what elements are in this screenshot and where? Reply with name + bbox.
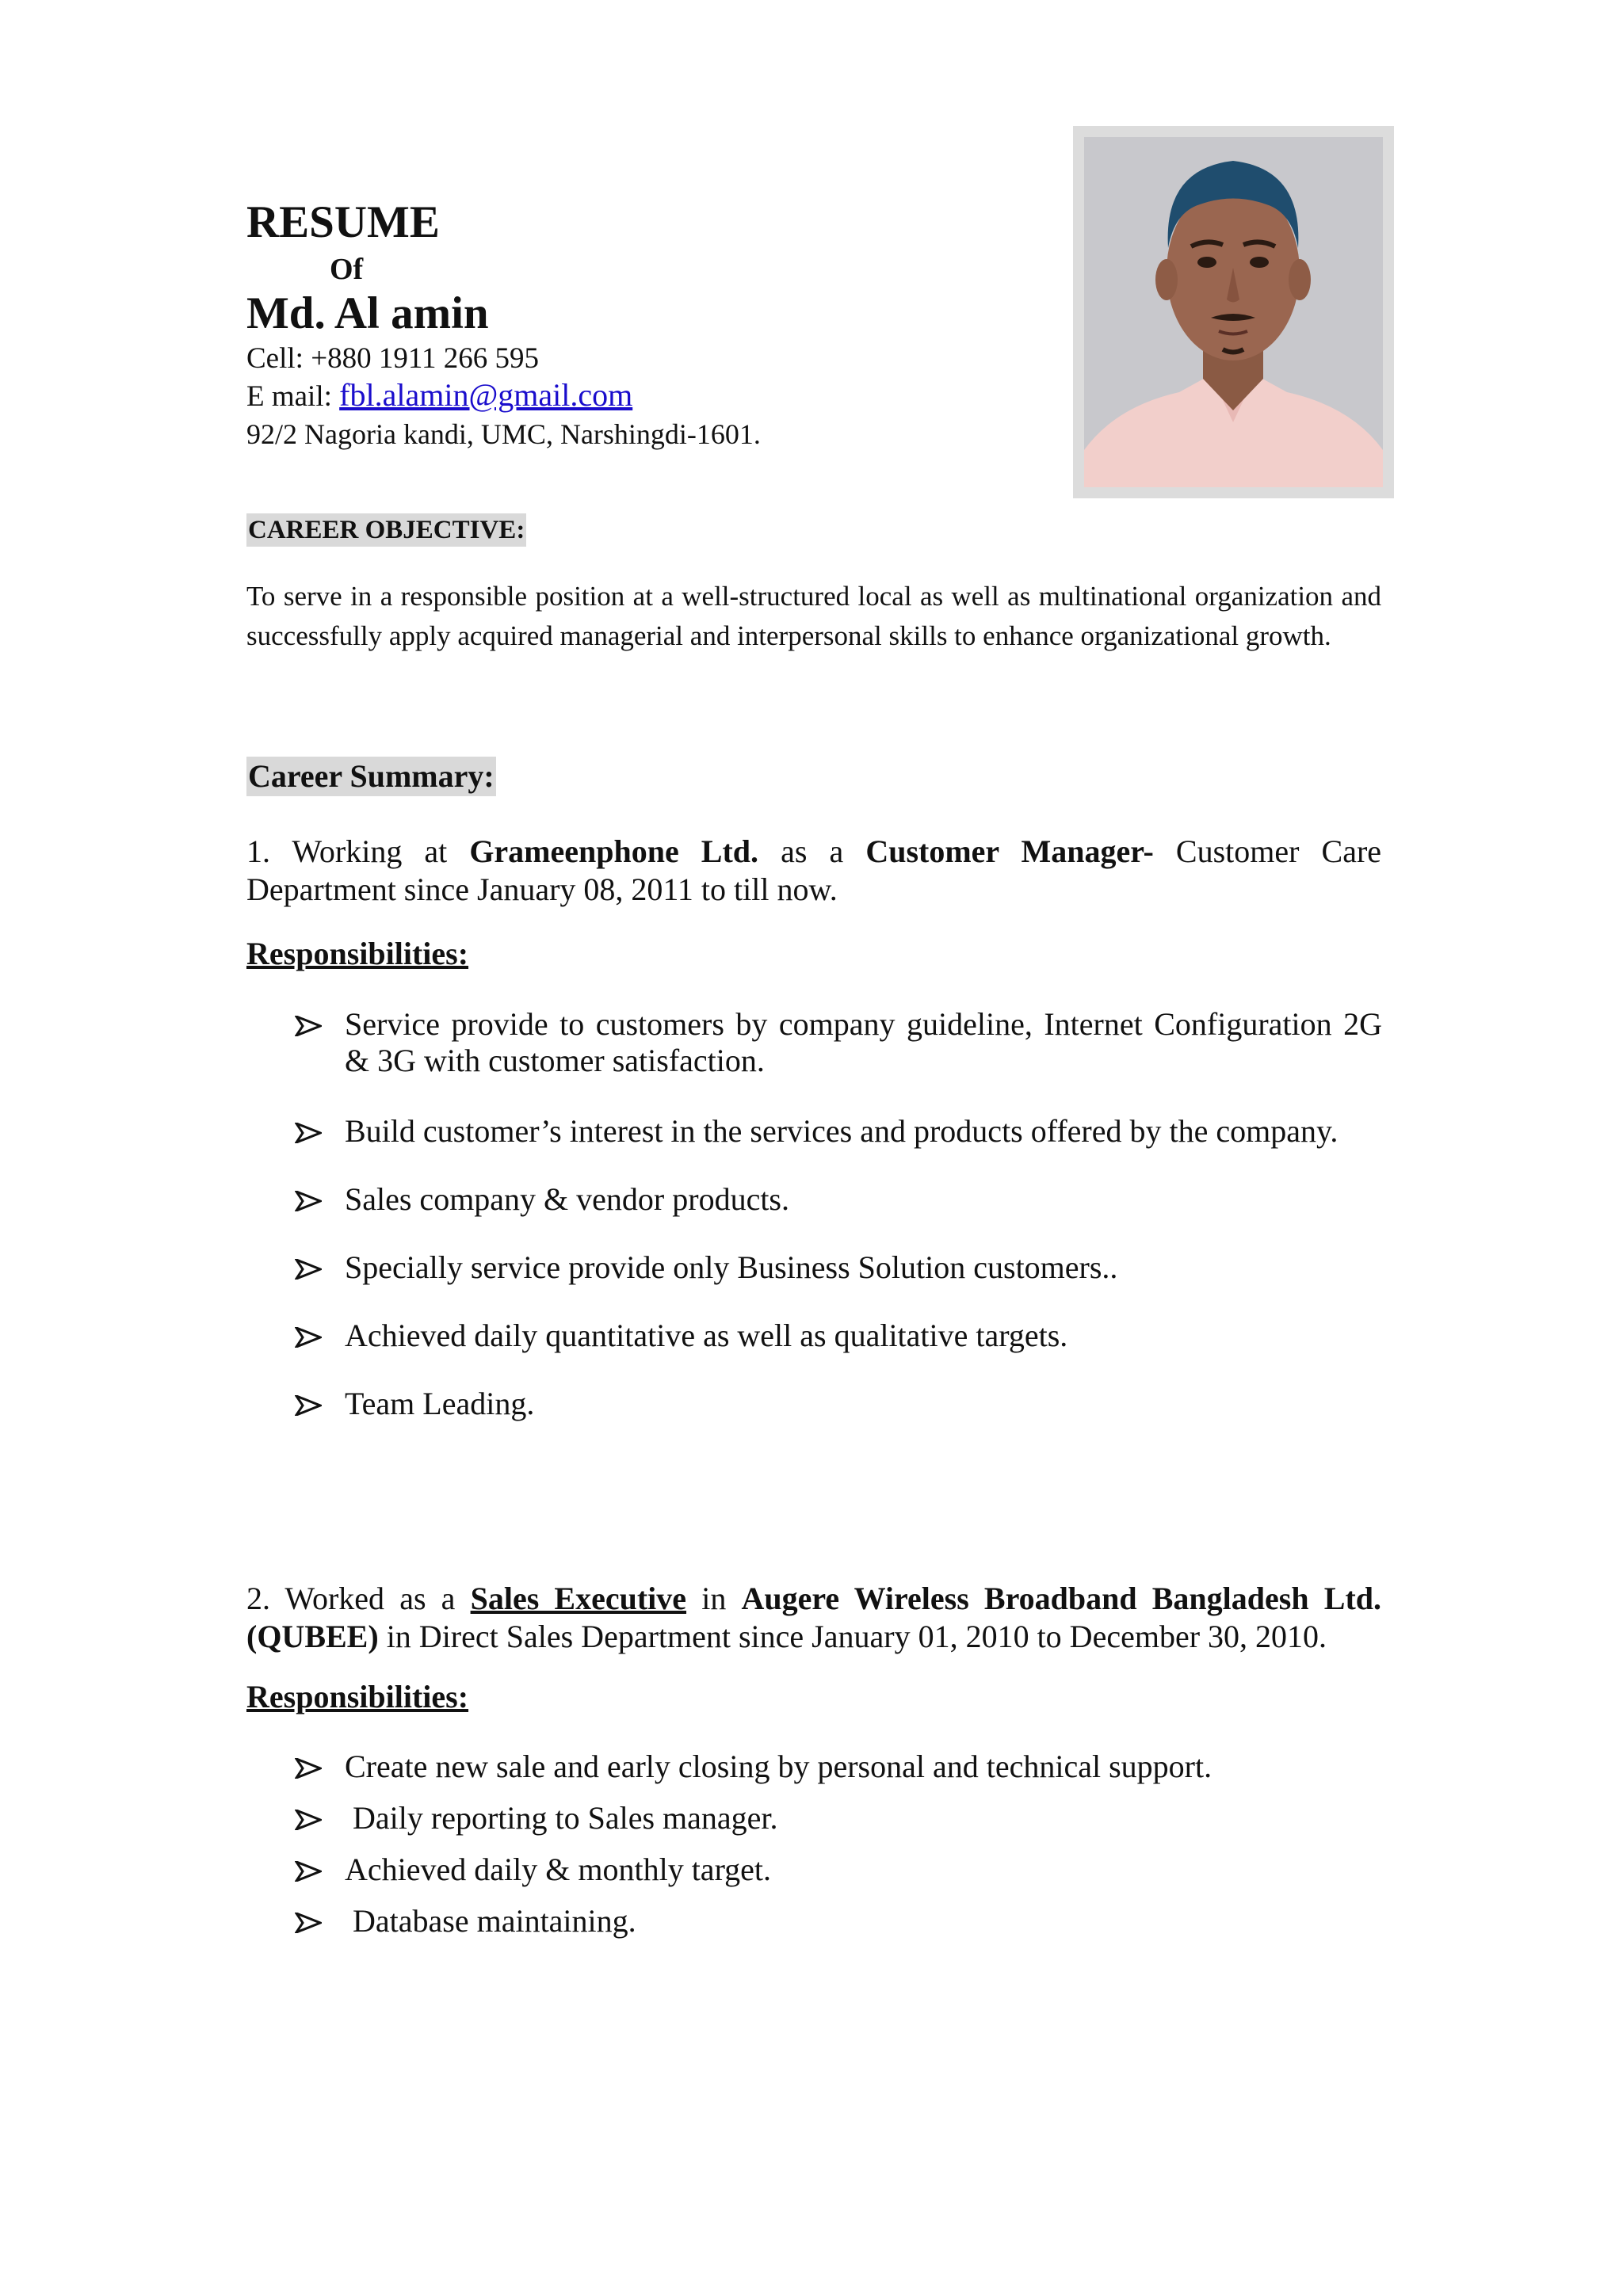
profile-photo xyxy=(1084,137,1383,487)
address-line: 92/2 Nagoria kandi, UMC, Narshingdi-1601. xyxy=(246,418,761,450)
job-1-responsibility-5 xyxy=(295,1318,1382,1354)
email-link[interactable]: fbl.alamin@gmail.com xyxy=(339,377,633,413)
arrowhead-bullet-icon xyxy=(295,1749,327,1785)
job-2-responsibility-1 xyxy=(295,1749,1382,1785)
responsibility-text: Create new sale and early closing by personal and technical support. xyxy=(345,1749,1212,1784)
email-label: E mail: xyxy=(246,380,332,413)
job-1-company: Grameenphone Ltd. xyxy=(469,833,759,869)
arrowhead-bullet-icon xyxy=(295,1852,327,1888)
photo-frame xyxy=(1073,126,1394,498)
arrowhead-bullet-icon xyxy=(295,1386,327,1422)
job-1-description xyxy=(246,833,1381,909)
candidate-name: Md. Al amin xyxy=(246,288,489,338)
job-1-responsibility-4 xyxy=(295,1249,1382,1286)
career-objective-text: To serve in a responsible position at a well-structured local as well as multinational organization and successfully apply acquired managerial and interpersonal skills to enhance organizational growth. xyxy=(246,581,1381,651)
job-2-responsibilities-heading: Responsibilities: xyxy=(246,1679,469,1714)
job-1-responsibility-1 xyxy=(295,1006,1382,1079)
responsibility-text: Specially service provide only Business Solution customers.. xyxy=(345,1249,1118,1285)
responsibility-text: Team Leading. xyxy=(345,1386,535,1421)
responsibility-text: Achieved daily & monthly target. xyxy=(345,1852,772,1887)
responsibility-text: Service provide to customers by company guideline, Internet Configuration 2G & 3G with customer satisfaction. xyxy=(345,1006,1382,1078)
title-of-label: Of xyxy=(330,253,364,286)
job-2-responsibility-3 xyxy=(295,1852,1382,1888)
job-2-responsibility-2 xyxy=(295,1800,1382,1836)
job-2-mid: in xyxy=(701,1581,727,1616)
arrowhead-bullet-icon xyxy=(295,1006,327,1043)
job-2-company: Augere Wireless Broadband Bangladesh Ltd. (QUBEE) xyxy=(246,1581,1382,1654)
arrowhead-bullet-icon xyxy=(295,1800,327,1836)
job-1-responsibility-3 xyxy=(295,1181,1382,1218)
responsibility-text: Daily reporting to Sales manager. xyxy=(353,1800,778,1836)
job-1-prefix: 1. Working at xyxy=(246,833,448,869)
cell-line xyxy=(246,341,539,376)
job-2-description xyxy=(246,1580,1381,1656)
job-1-role: Customer Manager- xyxy=(865,833,1154,869)
job-1-responsibility-6 xyxy=(295,1386,1382,1422)
responsibility-text: Database maintaining. xyxy=(353,1903,636,1939)
responsibility-text: Sales company & vendor products. xyxy=(345,1181,789,1217)
arrowhead-bullet-icon xyxy=(295,1181,327,1218)
job-2-responsibility-4 xyxy=(295,1903,1382,1939)
job-1-responsibility-2 xyxy=(295,1113,1382,1150)
cell-value: +880 1911 266 595 xyxy=(311,342,539,375)
job-1-mid: as a xyxy=(781,833,844,869)
document-title: RESUME xyxy=(246,197,440,247)
job-1-suffix: Customer Care Department since January 08, 2011 to till now. xyxy=(246,833,1382,907)
arrowhead-bullet-icon xyxy=(295,1249,327,1286)
email-line xyxy=(246,378,632,414)
career-summary-heading: Career Summary: xyxy=(246,757,496,796)
career-objective-heading: CAREER OBJECTIVE: xyxy=(246,513,526,547)
responsibility-text: Achieved daily quantitative as well as qualitative targets. xyxy=(345,1318,1068,1353)
job-2-prefix: 2. Worked as a xyxy=(246,1581,456,1616)
job-2-suffix: in Direct Sales Department since January 01, 2010 to December 30, 2010. xyxy=(386,1619,1327,1654)
arrowhead-bullet-icon xyxy=(295,1113,327,1150)
job-1-responsibilities-heading: Responsibilities: xyxy=(246,936,469,971)
arrowhead-bullet-icon xyxy=(295,1903,327,1939)
job-2-role: Sales Executive xyxy=(470,1581,687,1616)
arrowhead-bullet-icon xyxy=(295,1318,327,1354)
responsibility-text: Build customer’s interest in the services and products offered by the company. xyxy=(345,1113,1338,1149)
profile-photo-illustration xyxy=(1084,137,1383,487)
cell-label: Cell: xyxy=(246,342,304,375)
